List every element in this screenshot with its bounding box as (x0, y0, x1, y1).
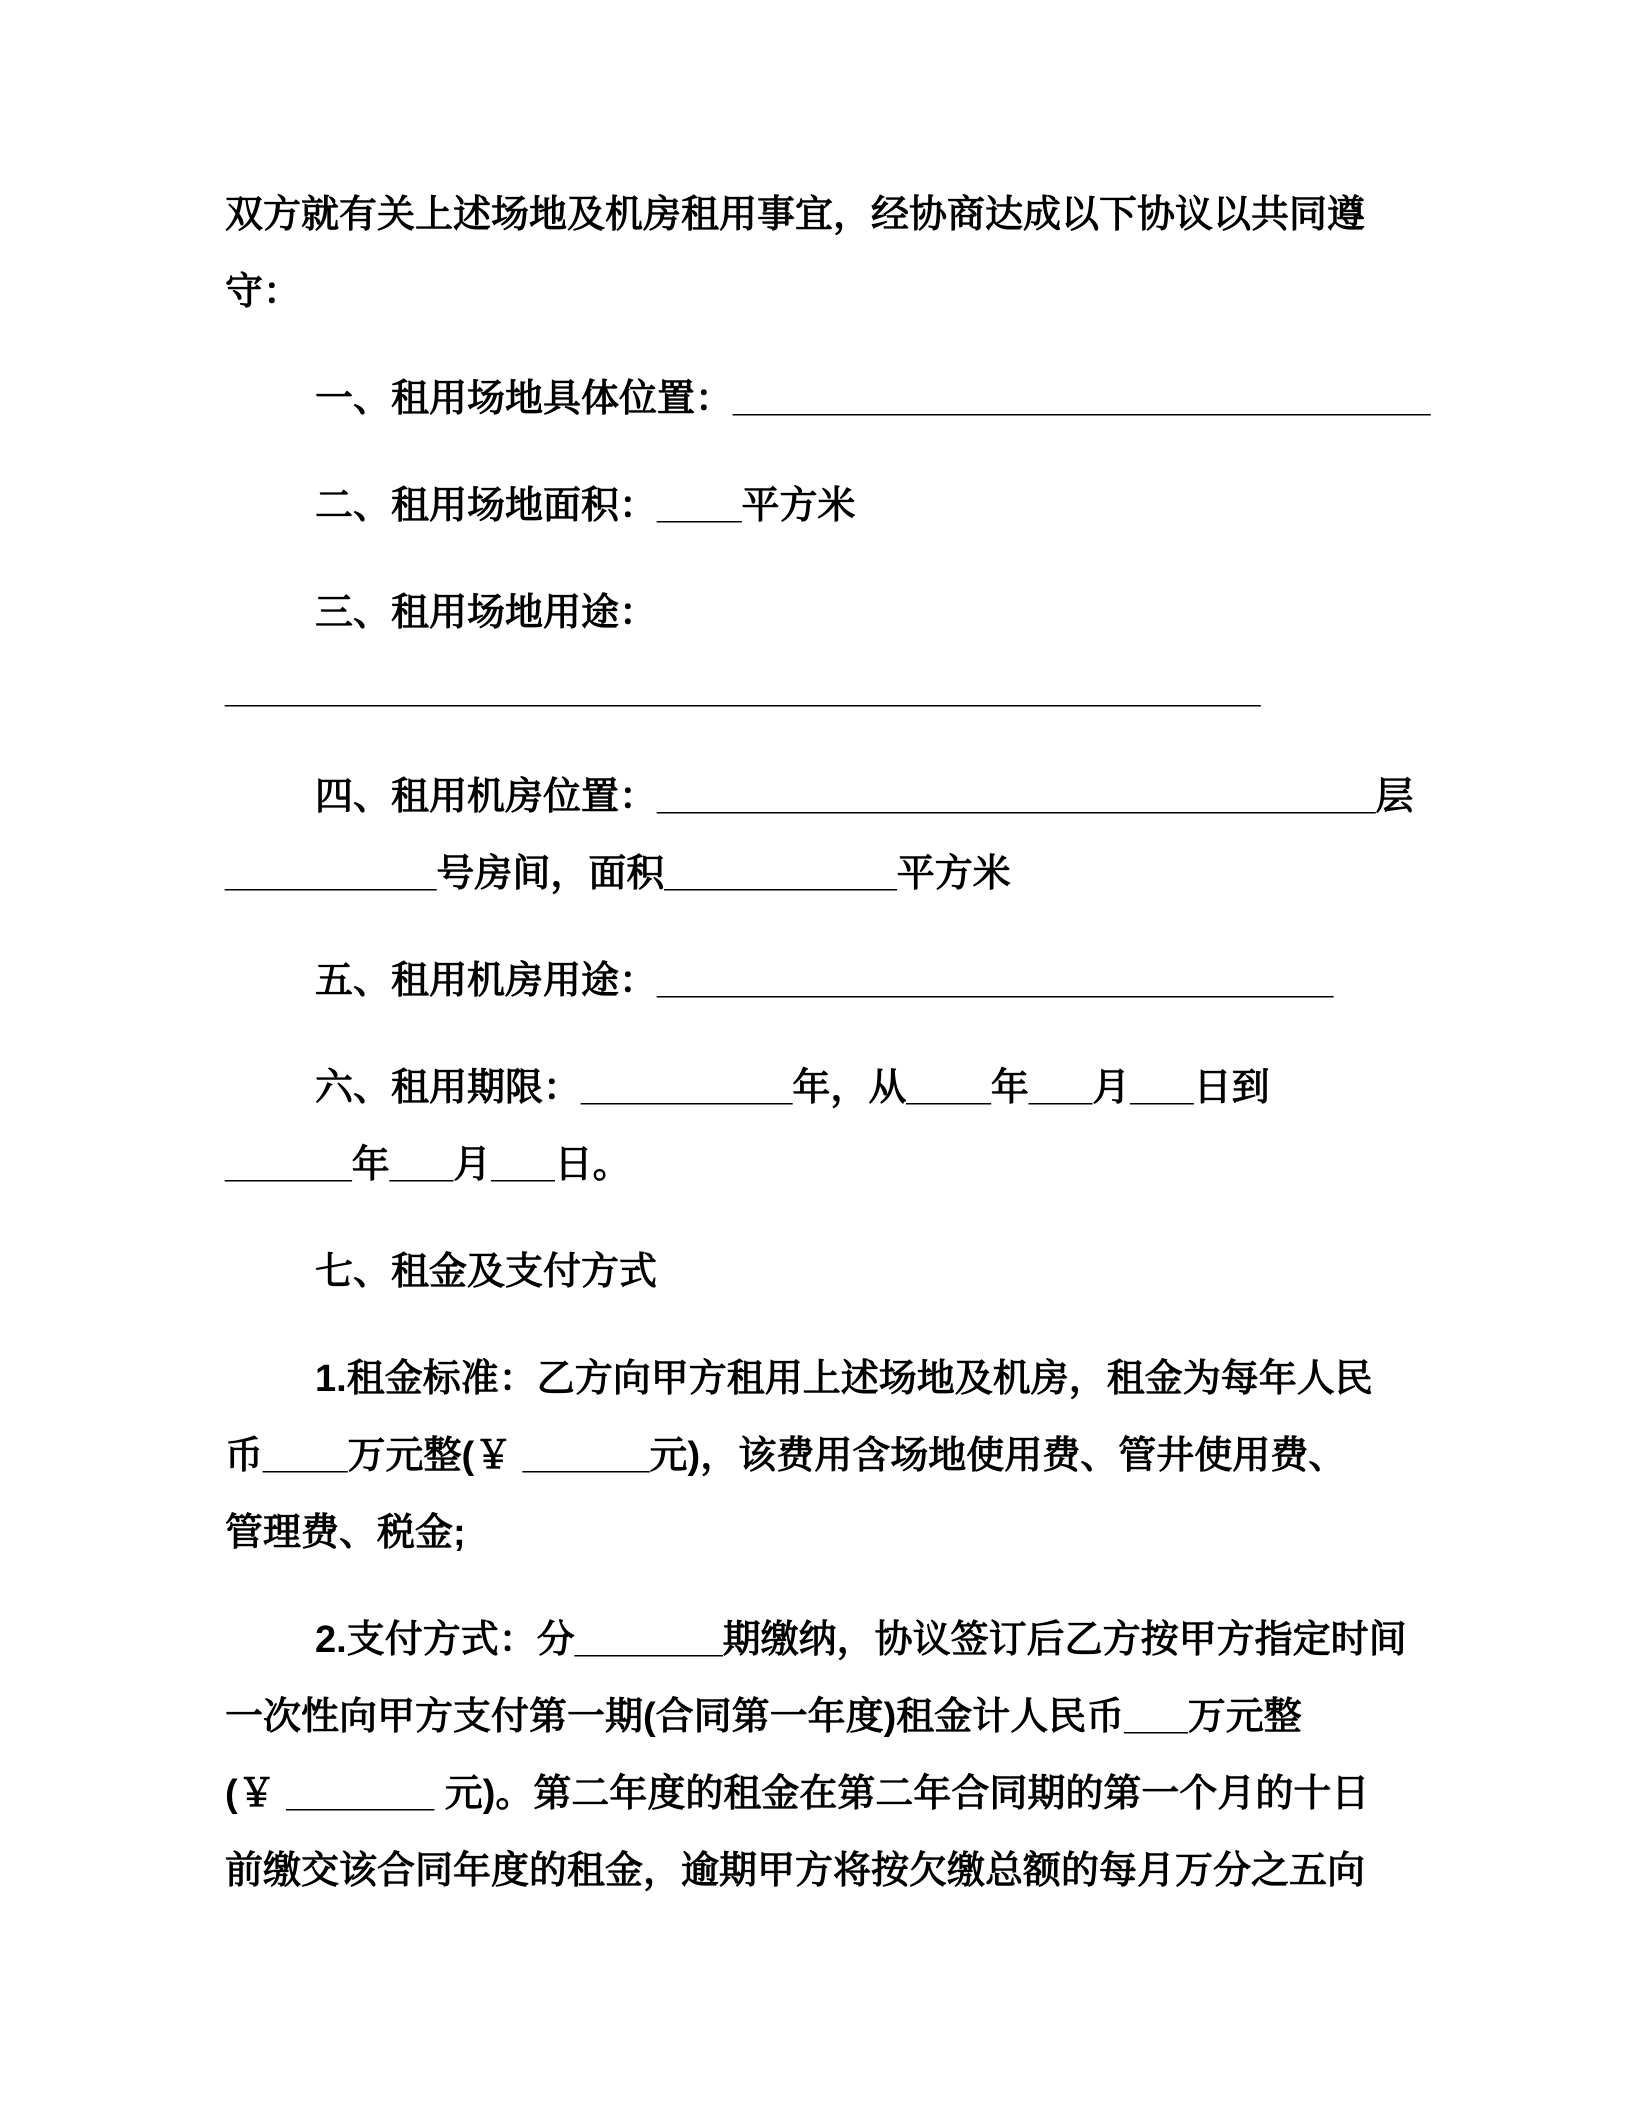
clause-7-2-payment-line-4: 前缴交该合同年度的租金，逾期甲方将按欠缴总额的每月万分之五向 (225, 1850, 1366, 1892)
clause-2-site-area: 二、租用场地面积：____平方米 (315, 485, 856, 527)
intro-line-2: 守： (225, 271, 302, 313)
clause-7-rent-payment-heading: 七、租金及支付方式 (315, 1251, 658, 1293)
intro-line-1: 双方就有关上述场地及机房租用事宜，经协商达成以下协议以共同遵 (225, 194, 1366, 236)
clause-5-room-use: 五、租用机房用途：________________________________ (315, 960, 1334, 1002)
clause-4-room-location-line-2: __________号房间，面积___________平方米 (225, 853, 1011, 895)
clause-6-lease-term-line-2: ______年___月___日。 (225, 1144, 631, 1186)
clause-7-1-rent-standard-line-3: 管理费、税金; (225, 1512, 466, 1554)
clause-7-1-rent-standard-line-1: 1.租金标准：乙方向甲方租用上述场地及机房，租金为每年人民 (315, 1358, 1373, 1400)
clause-6-lease-term-line-1: 六、租用期限：__________年，从____年___月___日到 (315, 1067, 1270, 1109)
clause-3-site-use-label: 三、租用场地用途： (315, 592, 658, 634)
clause-7-1-rent-standard-line-2: 币____万元整(￥ ______元)，该费用含场地使用费、管井使用费、 (225, 1435, 1347, 1477)
clause-4-room-location-line-1: 四、租用机房位置：__________________________________层 (315, 776, 1414, 818)
clause-7-2-payment-line-1: 2.支付方式：分_______期缴纳，协议签订后乙方按甲方指定时间 (315, 1619, 1407, 1661)
clause-7-2-payment-line-2: 一次性向甲方支付第一期(合同第一年度)租金计人民币___万元整 (225, 1696, 1302, 1738)
clause-7-2-payment-line-3: (￥ _______ 元)。第二年度的租金在第二年合同期的第一个月的十日 (225, 1773, 1370, 1815)
clause-3-site-use-blank: _________________________________________________ (225, 669, 1261, 711)
clause-1-site-location: 一、租用场地具体位置：_________________________________ (315, 378, 1431, 420)
